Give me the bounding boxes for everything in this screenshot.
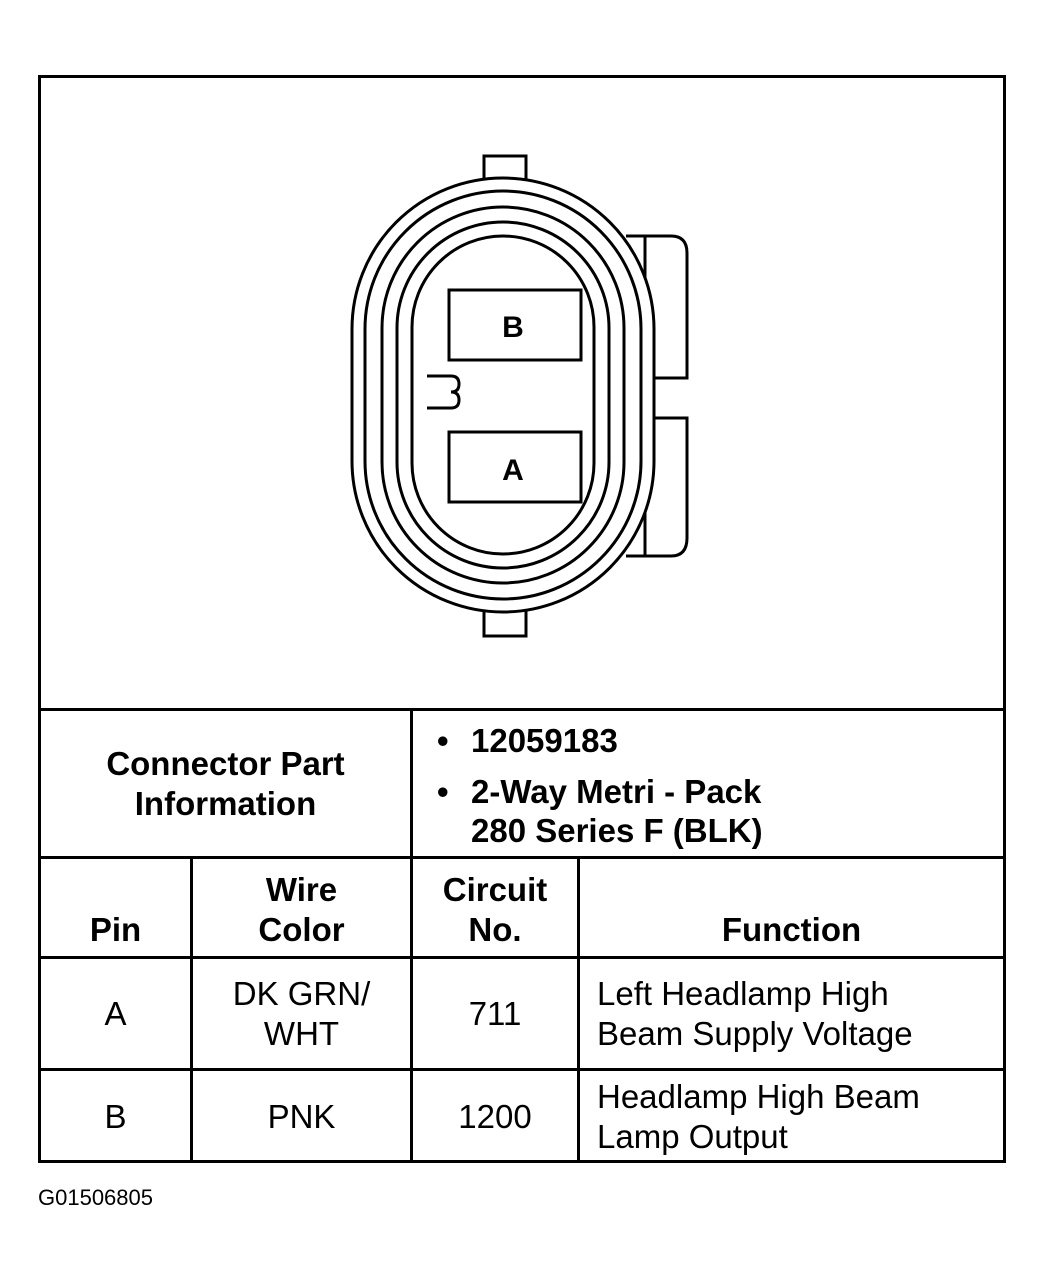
- part-info-label: [41, 711, 410, 856]
- row-a-wire-color: [193, 959, 410, 1068]
- part-info-label-line1: Connector Part: [106, 744, 345, 782]
- header-wire-color-line1: Wire: [265, 871, 338, 908]
- bullet-icon: •: [437, 773, 449, 810]
- connector-drawing: [41, 78, 1003, 708]
- row-b-pin: [41, 1071, 190, 1163]
- header-pin: [41, 859, 190, 956]
- row-a-circuit-value: 711: [468, 994, 522, 1032]
- terminal-label-b: B: [502, 311, 524, 344]
- header-wire-color-line2: Color: [258, 911, 345, 948]
- bullet-icon: •: [437, 722, 449, 759]
- part-description-line2: 280 Series F (BLK): [471, 812, 763, 849]
- part-info-label-line2: Information: [134, 784, 317, 822]
- part-description-line1: 2-Way Metri - Pack: [471, 773, 762, 810]
- part-number: 12059183: [471, 722, 618, 759]
- part-number-item: [437, 721, 1003, 760]
- terminal-label-a: A: [502, 454, 524, 487]
- row-a-function-line2: Beam Supply Voltage: [597, 1014, 913, 1052]
- row-a-wire-color-line2: WHT: [263, 1014, 340, 1052]
- row-b-wire-color-line1: PNK: [267, 1098, 336, 1135]
- header-function: [580, 859, 1003, 956]
- part-info-details: [413, 711, 1003, 861]
- part-description-item-cont: [471, 811, 1003, 850]
- row-b-circuit-value: 1200: [458, 1098, 532, 1135]
- row-a-pin-value: A: [104, 994, 127, 1032]
- row-b-function-line1: Headlamp High Beam: [597, 1078, 920, 1115]
- row-a-function-line1: Left Headlamp High: [597, 974, 889, 1012]
- part-description-item: [437, 772, 1003, 811]
- row-b-function-line2: Lamp Output: [597, 1118, 788, 1155]
- header-function-label: Function: [721, 911, 862, 948]
- header-pin-label: Pin: [89, 911, 142, 948]
- row-b-pin-value: B: [104, 1098, 127, 1135]
- row-b-function: [580, 1071, 1003, 1163]
- row-a-function: [580, 959, 1003, 1068]
- header-circuit-line2: No.: [468, 911, 522, 948]
- header-circuit-no: [413, 859, 577, 956]
- header-wire-color: [193, 859, 410, 956]
- connector-diagram-frame: [38, 75, 1006, 1163]
- header-circuit-line1: Circuit: [442, 871, 548, 908]
- row-a-wire-color-line1: DK GRN/: [232, 974, 371, 1012]
- connector-face-svg: [41, 78, 1003, 708]
- row-b-wire-color: [193, 1071, 410, 1163]
- row-a-pin: [41, 959, 190, 1068]
- row-b-circuit: [413, 1071, 577, 1163]
- figure-code: G01506805: [38, 1185, 153, 1210]
- row-a-circuit: [413, 959, 577, 1068]
